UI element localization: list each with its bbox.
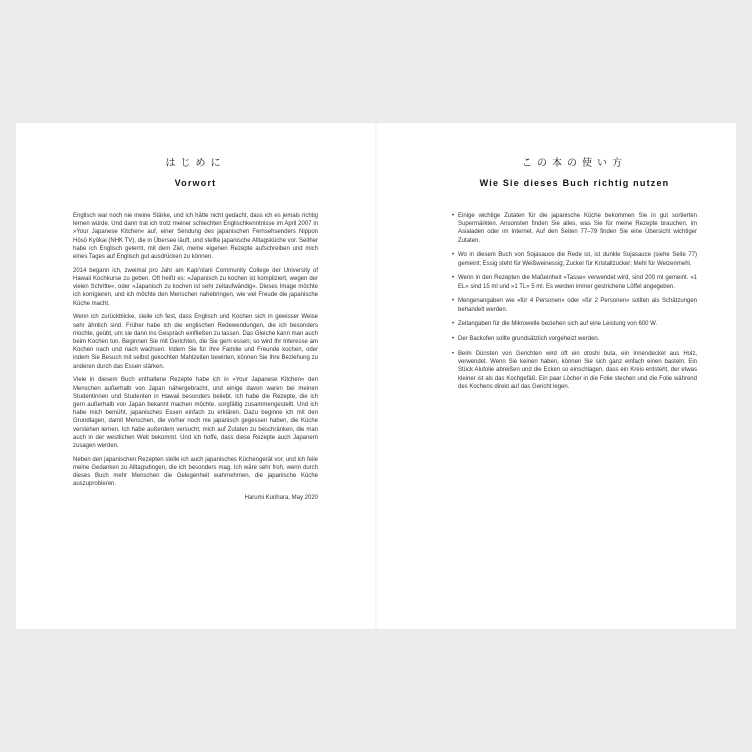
bullet-icon: • [452, 275, 455, 282]
bullet-icon: • [452, 351, 455, 357]
book-spread [16, 123, 736, 629]
list-item-text: Wenn in den Rezepten die Maßeinheit »Tasse« verwendet wird, sind 200 ml gemeint. »1 EL« sind 15 ml und »1 TL« 5 ml. Es werden immer gestrichene Löffel angegeben. [458, 275, 697, 290]
right-japanese-title: この本の使い方 [522, 158, 627, 169]
list-item-text: Beim Dünsten von Gerichten wird oft ein otoshi buta, ein Innendeckel aus Holz, verwendet. Wenn Sie keinen haben, können Sie sich ganz einfach einen basteln: Ein Stück Alufolie abreißen und die Ecken so einschlagen, dass ein Kreis entsteht, der etwas kleiner ist als das Kochgefäß. Ein paar Löcher in die Folie stechen und die Folie während des Kochens direkt auf das Gericht legen. [458, 351, 697, 390]
bullet-icon: • [452, 321, 455, 328]
paragraph: Viele in diesem Buch enthaltene Rezepte habe ich in »Your Japanese Kitchen« den Menschen außerhalb von Japan nähergebracht, und einige davon waren bei meinen Studentinnen und Studenten in Hawaii besonders beliebt. Ich habe die Rezepte, die ich gern außerhalb von Japan bekannt machen möchte, sorgfältig zusammengestellt. Und ich habe mich bemüht, japanisches Essen einfach zu erklären. Dazu beginne ich mit den Grundlagen, damit Menschen, die vorher noch nie japanisch gegessen haben, die Küche verstehen lernen. Ich habe außerdem versucht, mich auf Zutaten zu beschränken, die man auch in der westlichen Welt bekommt. Und ich hoffe, dass diese Rezepte auch Japanern zusagen werden. [73, 377, 318, 450]
bullet-icon: • [452, 213, 455, 219]
right-page-title: Wie Sie dieses Buch richtig nutzen [479, 178, 670, 188]
usage-list [452, 212, 697, 391]
bullet-icon: • [452, 336, 455, 343]
list-item-text: Einige wichtige Zutaten für die japanische Küche bekommen Sie in gut sortierten Supermärkten. Ansonsten finden Sie alles, was Sie für meine Rezepte brauchen, im Asialaden oder im Internet. Auf den Seiten 77–79 finden Sie eine Übersicht wichtiger Zutaten. [458, 213, 697, 244]
book-spine [375, 123, 377, 629]
list-item [452, 335, 697, 343]
list-item [452, 350, 697, 391]
author-signature: Harumi Kurihara, May 2020 [244, 495, 318, 502]
paragraph: Englisch war noch nie meine Stärke, und ich hätte nicht gedacht, dass ich es jemals richtig lernen würde. Und dann trat ich trotz meiner schlechten Englischkenntnisse im April 2007 in »Your Japanese Kitchen« auf, einer Sendung des japanischen Fernsehsenders Nippon Hōsō Kyōkai (NHK TV), die in Übersee läuft, und stellte japanische Alltagsküche vor. Seither habe ich Englisch gelernt, mit dem Ziel, meine eigenen Rezepte aufschreiben und mich eines Tages auf Englisch gut ausdrücken zu können. [73, 213, 318, 261]
paragraph: Wenn ich zurückblicke, stelle ich fest, dass Englisch und Kochen sich in gewisser Weise sehr ähnlich sind. Früher habe ich die englischen Redewendungen, die ich besonders mochte, geübt, um sie dann ins Gespräch einfließen zu lassen. Das Gleiche kann man auch beim Kochen tun. Beginnen Sie mit Gerichten, die Sie gern essen; so wird Ihr Interesse am Kochen nach und nach wachsen. Indem Sie für Ihre Familie und Freunde kochen, oder indem Sie Besuch mit selbst gekochten Mahlzeiten bewirten, können Sie Ihre Beziehung zu anderen durch das Essen stärken. [73, 314, 318, 370]
list-item [452, 212, 697, 245]
list-item-text: Der Backofen sollte grundsätzlich vorgeheizt werden. [458, 336, 600, 343]
list-item-text: Mengenangaben wie »für 4 Personen« oder »für 2 Personen« sollten als Schätzungen behandelt werden. [458, 298, 697, 313]
list-item-text: Wo in diesem Buch von Sojasauce die Rede ist, ist dunkle Sojasauce (siehe Seite 77) gemeint; Essig steht für Weißweinessig; Zucker für Kristallzucker; Mehl für Weizenmehl. [458, 252, 697, 267]
bullet-icon: • [452, 298, 455, 305]
left-page-title: Vorwort [174, 178, 217, 188]
paragraph: 2014 begann ich, zweimal pro Jahr am Kapiʻolani Community College der University of Hawaii Kochkurse zu geben. Oft heißt es: »Japanisch zu kochen ist kompliziert, wegen der vielen Schritte«, oder »Japanisch zu kochen ist sehr zeitaufwändig«. Dieses Image möchte ich korrigieren, und ich möchte den Menschen nahebringen, wie viel Freude die japanische Küche macht. [73, 267, 318, 307]
bullet-icon: • [452, 252, 455, 259]
paragraph: Neben den japanischen Rezepten stelle ich auch japanisches Küchengerät vor, und ich feile meine Gedanken zu Alltagsdingen, die ich besonders mag. Ich wäre sehr froh, wenn durch dieses Buch mehr Menschen die Gelegenheit wahrnehmen, die japanische Küche auszuprobieren. [73, 456, 318, 488]
foreword-text [73, 212, 318, 502]
list-item [452, 320, 697, 328]
list-item-text: Zeitangaben für die Mikrowelle beziehen sich auf eine Leistung von 600 W. [458, 321, 658, 328]
usage-notes [452, 212, 697, 398]
list-item [452, 274, 697, 290]
list-item [452, 251, 697, 267]
list-item [452, 297, 697, 313]
left-japanese-title: はじめに [165, 158, 226, 169]
